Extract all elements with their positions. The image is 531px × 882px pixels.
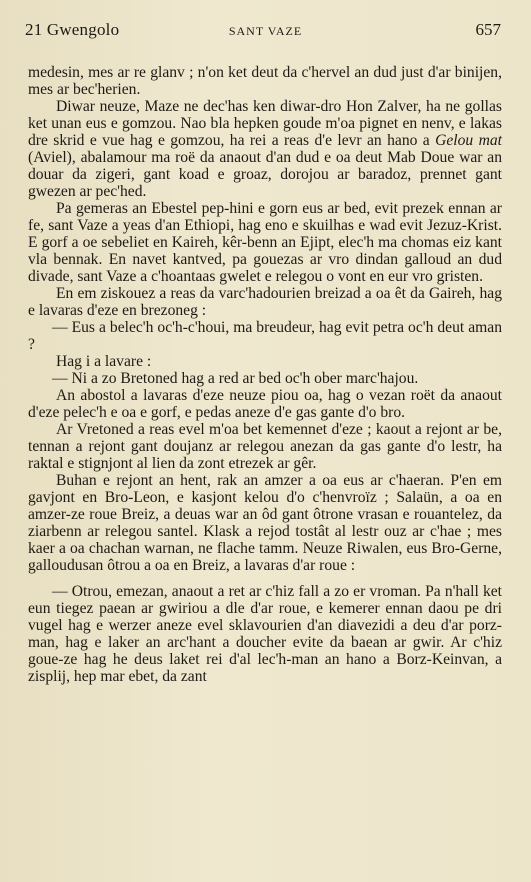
paragraph: Ar Vretoned a reas evel m'oa bet kemennet d'eze ; kaout a rejont ar be, tennan a rejont gant doujanz ar relegou anezan da gas gante d'o lestr, ha raktal e stignjont al lien da zont etrezek ar gêr.: [28, 421, 502, 472]
page-number: 657: [475, 20, 501, 39]
body-text: [28, 64, 502, 685]
dialogue-line: — Otrou, emezan, anaout a ret ar c'hiz fall a zo er vroman. Pa n'hall ket eun tiegez paean ar gwiriou a dle d'ar roue, e kemerer ennan daou pe dri vugel hag e werzer aneze evel sklavourien d'an diavezidi a deu d'ar porz-man, hag e laker an arc'hant a doucher evite da baean ar gwir. Ar c'hiz goue-ze hag he deus laket rei d'al lec'h-man an hano a Borz-Keinvan, a zisplij, hep mar ebet, da zant: [28, 583, 502, 685]
running-header: [0, 0, 531, 50]
paragraph: En em ziskouez a reas da varc'hadourien breizad a oa êt da Gaireh, hag e lavaras d'eze en brezoneg :: [28, 285, 502, 319]
header-date: 21 Gwengolo: [25, 20, 120, 39]
paragraph-text: (Aviel), abalamour ma roë da anaout d'an dud e oa deut Mab Doue war an douar da zigeri, gant koad e groaz, dorojou ar baradoz, prennet gant gwezen ar pec'hed.: [28, 149, 502, 200]
paragraph: medesin, mes ar re glanv ; n'on ket deut da c'hervel an dud just d'ar binijen, mes ar bec'herien.: [28, 64, 502, 98]
paragraph: Pa gemeras an Ebestel pep-hini e gorn eus ar bed, evit prezek ennan ar fe, sant Vaze a yeas d'an Ethiopi, hag eno e skuilhas e wad evit Jezuz-Krist. E gorf a oe sebeliet en Kaireh, kêr-benn an Ejipt, elec'h ma chomas eiz kant vla bennak. En navet kantved, pa gouezas ar vro dindan galloud an dud divade, sant Vaze a c'hoantaas gwelet e relegou o vont en eur vro gristen.: [28, 200, 502, 285]
paragraph: Buhan e rejont an hent, rak an amzer a oa eus ar c'haeran. P'en em gavjont en Bro-Leon, e kasjont kelou d'o c'henvroïz ; Salaün, a oa en amzer-ze roue Breiz, a deuas war an ôd gant ôtrone vrasan e rouantelez, da ziarbenn ar relegou santel. Klask a rejod tostât al lestr ouz ar c'hae ; mes kaer a oa chachan warnan, ne flache tamm. Neuze Riwalen, eus Bro-Gerne, galloudusan ôtrou a oa en Breiz, a lavaras d'ar roue :: [28, 472, 502, 574]
paragraph: [28, 98, 502, 200]
dialogue-line: — Eus a belec'h oc'h-c'houi, ma breudeur, hag evit petra oc'h deut aman ?: [28, 319, 502, 353]
paragraph: Hag i a lavare :: [56, 353, 152, 370]
header-title: SANT VAZE: [228, 24, 303, 38]
italic-term: Gelou mat: [435, 132, 502, 149]
dialogue-line: — Ni a zo Bretoned hag a red ar bed oc'h ober marc'hajou.: [52, 370, 419, 387]
paragraph: An abostol a lavaras d'eze neuze piou oa, hag o vezan roët da anaout d'eze pelec'h e oa e gorf, e pedas aneze d'e gas gante d'o bro.: [28, 387, 502, 421]
paragraph-text: Diwar neuze, Maze ne dec'has ken diwar-dro Hon Zalver, ha ne gollas ket unan eus e gomzou. Nao bla hepken goude m'oa pignet en nenv, e lakas dre skrid e vue hag e gomzou, ha rei a reas d'e levr an hano a: [28, 98, 502, 149]
